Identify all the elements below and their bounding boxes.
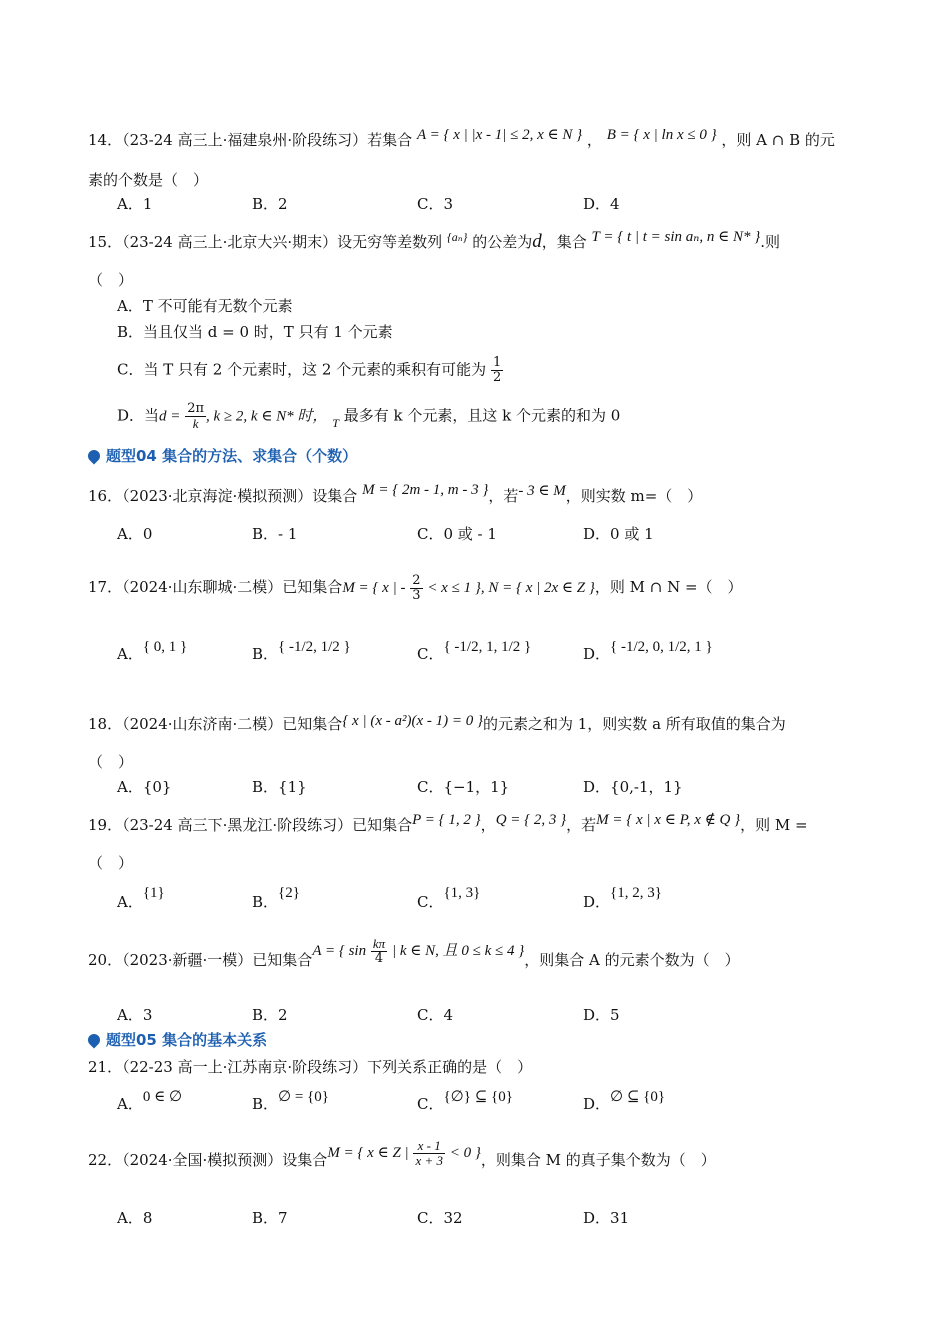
q21-option-b-label: B．: [252, 1095, 279, 1113]
q16-number: 16．: [88, 487, 123, 505]
q21-option-d-label: D．: [583, 1095, 611, 1113]
q16-set-m: M = { 2m - 1, m - 3 }: [362, 482, 489, 498]
q15-set-t: T = { t | t = sin aₙ, n ∈ N* }: [591, 229, 761, 245]
section-05-label: 题型05 集合的基本关系: [106, 1031, 268, 1049]
q14-option-d: D．4: [583, 195, 620, 213]
q15-option-d-text: D．当: [117, 406, 160, 425]
q19-option-a: [117, 885, 165, 913]
q14-tail: ，则 A ∩ B 的元: [721, 131, 835, 149]
q17-option-a-set: { 0, 1 }: [142, 639, 188, 655]
frac-num: 2π: [187, 401, 205, 416]
q17-option-a-label: A．: [117, 645, 143, 663]
q20-option-a: A．3: [117, 1006, 153, 1024]
q18-option-c: C．{−1，1}: [417, 778, 510, 796]
q15-d: d: [532, 231, 542, 252]
q15-option-b: B．当且仅当 d = 0 时，T 只有 1 个元素: [117, 323, 393, 341]
q15-option-d-d: d =: [159, 408, 181, 425]
q15-number: 15．: [88, 233, 123, 251]
q19-set-p: P = { 1, 2 }: [412, 812, 481, 828]
q21-option-c-label: C．: [417, 1095, 444, 1113]
q15-option-d-t: T: [332, 415, 339, 430]
section-04-label: 题型04 集合的方法、求集合（个数）: [106, 447, 358, 465]
q17-option-b-label: B．: [252, 645, 279, 663]
frac-den: k: [192, 416, 199, 431]
q19-source: （23-24 高三下·黑龙江·阶段练习）已知集合: [122, 816, 413, 834]
q19-option-b: [252, 885, 300, 913]
q15-option-d-mid: , k ≥ 2, k ∈ N* 时，: [206, 408, 328, 425]
q22-source: （2024·全国·模拟预测）设集合: [122, 1151, 328, 1169]
q19-option-a-set: {1}: [142, 885, 165, 901]
q17-option-d-set: { -1/2, 0, 1/2, 1 }: [610, 639, 713, 655]
frac-num: 1: [492, 355, 502, 370]
q14-number: 14．: [88, 131, 123, 149]
q20-set-pre: A = { sin: [312, 943, 367, 959]
q20-source: （2023·新疆·一模）已知集合: [122, 951, 313, 969]
q21-option-b: [252, 1089, 329, 1115]
q15-mid: 的公差为: [472, 233, 533, 251]
q22-option-c: C．32: [417, 1209, 463, 1227]
q22-option-a: A．8: [117, 1209, 153, 1227]
q19-option-c-label: C．: [417, 893, 444, 911]
frac-den: 4: [374, 950, 384, 966]
q17-set-m-pre: M = { x | -: [342, 580, 406, 596]
q18-option-d: D．{0,-1，1}: [583, 778, 683, 796]
q19-option-d: [583, 885, 662, 913]
frac-num: kπ: [372, 935, 386, 951]
q14-line2: 素的个数是（ ）: [88, 171, 209, 189]
q17-option-c-set: { -1/2, 1, 1/2 }: [443, 639, 532, 655]
q14-set-a: A = { x | |x - 1| ≤ 2, x ∈ N }: [416, 127, 583, 143]
q15-sequence: {aₙ}: [446, 230, 468, 244]
q20-option-d: D．5: [583, 1006, 620, 1024]
q18-number: 18．: [88, 715, 123, 733]
q17-option-b: [252, 639, 351, 665]
q21-stem: [88, 1057, 532, 1077]
q19-option-b-set: {2}: [278, 885, 300, 901]
q20-option-c: C．4: [417, 1006, 454, 1024]
q14-option-a: A．1: [117, 195, 153, 213]
q17-option-d-label: D．: [583, 645, 611, 663]
q14-source: （23-24 高三上·福建泉州·阶段练习）若集合: [122, 131, 413, 149]
q22-option-b: B．7: [252, 1209, 288, 1227]
q17-source: （2024·山东聊城·二模）已知集合: [122, 578, 343, 596]
q19-line2: （ ）: [88, 854, 134, 872]
q16-option-d: D．0 或 1: [583, 525, 654, 543]
q16-condition: - 3 ∈ M: [518, 483, 566, 499]
q15-option-d-tail: 最多有 k 个元素，且这 k 个元素的和为 0: [343, 406, 621, 425]
q17-option-d: [583, 639, 713, 665]
q20-tail: ，则集合 A 的元素个数为（ ）: [524, 951, 740, 969]
q19-option-a-label: A．: [117, 893, 143, 911]
q21-option-c: [417, 1089, 513, 1115]
q15-stem: [88, 229, 780, 253]
q15-option-d: [117, 402, 620, 431]
q22-stem: [88, 1137, 716, 1180]
q15-option-a: A．T 不可能有无数个元素: [117, 297, 293, 315]
q19-option-c-set: {1, 3}: [443, 885, 481, 901]
q16-source: （2023·北京海淀·模拟预测）设集合: [122, 487, 358, 505]
q22-set-pre: M = { x ∈ Z |: [327, 1145, 409, 1161]
q19-set-m: M = { x | x ∈ P, x ∉ Q }: [596, 812, 741, 828]
q14-set-b: B = { x | ln x ≤ 0 }: [606, 127, 717, 143]
frac-den: x + 3: [415, 1152, 443, 1168]
q19-stem: 19．（23-24 高三下·黑龙江·阶段练习）已知集合P = { 1, 2 }，Q = { 2, 3 }，若M = { x | x ∈ P, x ∉ Q }，则 M =: [88, 812, 808, 834]
q15-source: （23-24 高三上·北京大兴·期末）设无穷等差数列: [122, 233, 443, 251]
q21-option-c-expr: {∅} ⊆ {0}: [443, 1089, 513, 1105]
q19-tail: ，则 M =: [740, 816, 808, 834]
q20-number: 20．: [88, 951, 123, 969]
q21-option-a: [117, 1089, 183, 1115]
q17-stem: [88, 570, 743, 604]
q19-mid: ，若: [566, 816, 597, 834]
q16-stem: [88, 482, 703, 507]
q19-option-b-label: B．: [252, 893, 279, 911]
q16-option-b: B．- 1: [252, 525, 298, 543]
q15-option-c-text: C．当 T 只有 2 个元素时，这 2 个元素的乘积有可能为: [117, 360, 487, 379]
frac-num: 2: [412, 572, 421, 588]
q22-tail: ，则集合 M 的真子集个数为（ ）: [480, 1151, 716, 1169]
q17-option-b-set: { -1/2, 1/2 }: [278, 639, 351, 655]
q15-line2: （ ）: [88, 271, 134, 289]
q17-option-c-label: C．: [417, 645, 444, 663]
q20-option-b: B．2: [252, 1006, 288, 1024]
q17-tail: ，则 M ∩ N =（ ）: [594, 578, 743, 596]
q18-tail: 的元素之和为 1，则实数 a 所有取值的集合为: [483, 715, 786, 733]
section-heading-05: [88, 1030, 267, 1050]
q14-stem: 14．（23-24 高三上·福建泉州·阶段练习）若集合 A = { x | |x - 1| ≤ 2, x ∈ N } ， B = { x | ln x ≤ 0 } ，则 A ∩ B 的元: [88, 127, 835, 149]
q16-tail: ，则实数 m=（ ）: [565, 487, 703, 505]
q17-number: 17．: [88, 578, 123, 596]
q20-set-post: | k ∈ N, 且 0 ≤ k ≤ 4 }: [391, 943, 525, 959]
q19-set-q: Q = { 2, 3 }: [495, 812, 567, 828]
q18-set: { x | (x - a²)(x - 1) = 0 }: [342, 713, 483, 729]
q21-option-d: [583, 1089, 666, 1115]
q15-tail: .则: [760, 233, 780, 251]
q19-option-d-set: {1, 2, 3}: [610, 885, 662, 901]
q17-option-a: [117, 639, 188, 665]
q17-set-m-post: < x ≤ 1 }, N = { x | 2x ∈ Z }: [427, 580, 595, 596]
q19-option-c: [417, 885, 481, 913]
q18-stem: [88, 714, 786, 735]
q21-option-d-expr: ∅ ⊆ {0}: [610, 1089, 666, 1105]
q20-stem: [88, 935, 740, 980]
q14-option-b: B．2: [252, 195, 288, 213]
q18-option-b: B．{1}: [252, 778, 307, 796]
map-pin-icon: [86, 1032, 103, 1049]
q21-number: 21．: [88, 1058, 123, 1076]
q15-option-d-fraction: [185, 402, 206, 431]
frac-num: x - 1: [413, 1139, 445, 1154]
q18-source: （2024·山东济南·二模）已知集合: [122, 715, 343, 733]
q22-fraction: [413, 1139, 445, 1168]
q21-option-b-expr: ∅ = {0}: [278, 1089, 329, 1105]
q18-option-a: A．{0}: [117, 778, 172, 796]
q21-source: （22-23 高一上·江苏南京·阶段练习）下列关系正确的是（ ）: [122, 1058, 533, 1076]
q16-option-c: C．0 或 - 1: [417, 525, 497, 543]
q18-line2: （ ）: [88, 753, 134, 771]
q15-option-c: [117, 356, 503, 385]
q22-set-post: < 0 }: [449, 1145, 481, 1161]
q19-number: 19．: [88, 816, 123, 834]
q20-fraction: [371, 937, 387, 966]
q16-option-a: A．0: [117, 525, 153, 543]
q21-option-a-expr: 0 ∈ ∅: [142, 1089, 183, 1105]
q17-fraction: [410, 574, 422, 603]
q17-option-c: [417, 639, 532, 665]
q15-mid2: ，集合: [541, 233, 587, 251]
section-heading-04: [88, 446, 357, 466]
frac-den: 3: [412, 587, 421, 603]
frac-den: 2: [492, 370, 502, 385]
q16-mid: ，若: [488, 487, 519, 505]
map-pin-icon: [86, 448, 103, 465]
q22-option-d: D．31: [583, 1209, 630, 1227]
q22-number: 22．: [88, 1151, 123, 1169]
q15-option-c-fraction: [491, 356, 503, 385]
q21-option-a-label: A．: [117, 1095, 143, 1113]
q19-option-d-label: D．: [583, 893, 611, 911]
q14-option-c: C．3: [417, 195, 454, 213]
